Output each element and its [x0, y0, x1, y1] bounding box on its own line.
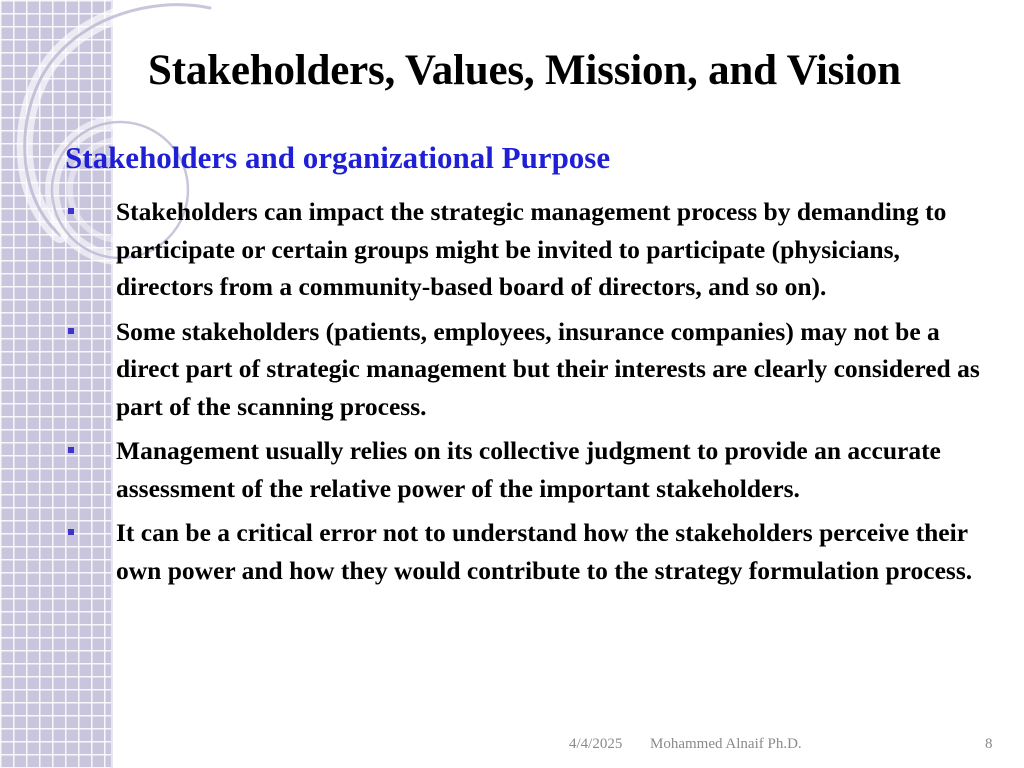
section-subtitle: Stakeholders and organizational Purpose: [65, 140, 611, 175]
bullet-text: Some stakeholders (patients, employees, insurance companies) may not be a direct part of strategic management but their interests are clearly considered as part of the scanning process.: [116, 316, 980, 421]
square-bullet-icon: [68, 529, 74, 535]
footer-date: 4/4/2025: [569, 736, 623, 752]
bullet-item: [65, 313, 985, 426]
bullet-text: It can be a critical error not to understand how the stakeholders perceive their own power and how they would contribute to the strategy formulation process.: [116, 518, 973, 585]
square-bullet-icon: [68, 328, 74, 334]
square-bullet-icon: [68, 447, 74, 453]
bullet-item: [65, 432, 985, 507]
bullet-item: [65, 514, 985, 589]
bullet-text: Stakeholders can impact the strategic management process by demanding to participate or certain groups might be invited to participate (physicians, directors from a community-based board of directors, and so on).: [116, 197, 947, 301]
footer-page-number: 8: [985, 736, 993, 752]
square-bullet-icon: [68, 208, 74, 214]
bullet-item: [65, 193, 985, 306]
bullet-text: Management usually relies on its collective judgment to provide an accurate assessment of the relative power of the important stakeholders.: [116, 436, 941, 503]
bullet-list: [65, 193, 985, 596]
footer-author: Mohammed Alnaif Ph.D.: [650, 736, 802, 752]
slide-title: Stakeholders, Values, Mission, and Vision: [148, 47, 901, 94]
